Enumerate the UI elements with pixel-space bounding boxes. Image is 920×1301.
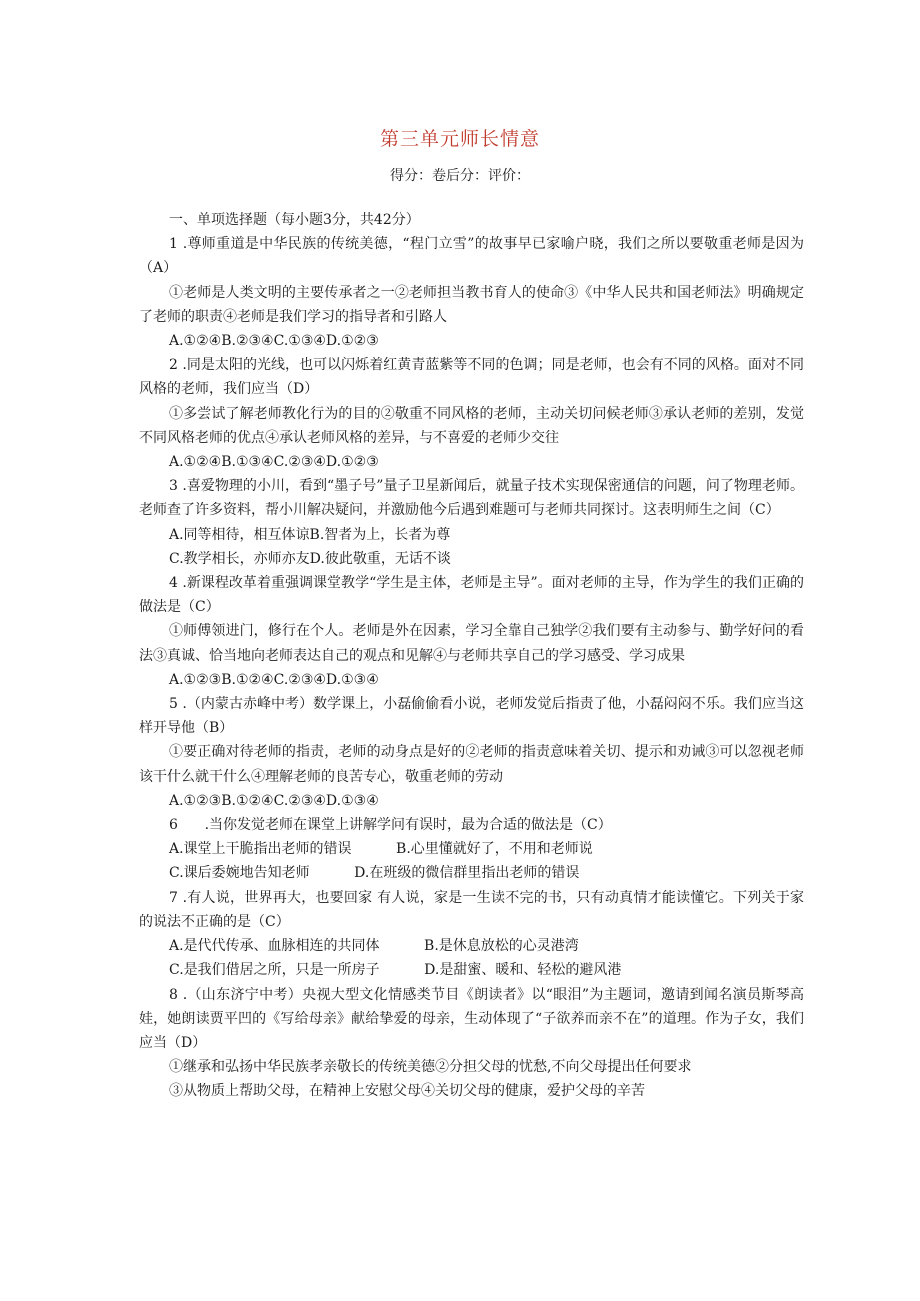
question-statements: ①老师是人类文明的主要传承者之一②老师担当教书育人的使命③《中华人民共和国老师法》明确规定了老师的职责④老师是我们学习的指导者和引路人 xyxy=(139,284,804,325)
question-6 xyxy=(139,813,804,886)
question-options: A.①②④B.②③④C.①③④D.①②③ xyxy=(169,333,379,350)
question-statements: ①要正确对待老师的指责，老师的动身点是好的②老师的指责意味着关切、提示和劝诫③可以忽视老师该干什么就干什么④理解老师的良苦专心，敬重老师的劳动 xyxy=(139,744,804,785)
question-options: A.是代代传承、血脉相连的共同体 B.是休息放松的心灵港湾 xyxy=(169,938,579,955)
question-statements: ①多尝试了解老师教化行为的目的②敬重不同风格的老师，主动关切问候老师③承认老师的差别，发觉不同风格老师的优点④承认老师风格的差异，与不喜爱的老师少交往 xyxy=(139,405,804,446)
question-options: A.①②③B.①②④C.②③④D.①③④ xyxy=(169,792,379,809)
section-heading: 一、单项选择题（每小题3分，共42分） xyxy=(169,212,420,228)
question-4 xyxy=(139,571,804,692)
question-options: C.教学相长，亦师亦友D.彼此敬重，无话不谈 xyxy=(169,550,451,567)
question-2 xyxy=(139,353,804,474)
question-7 xyxy=(139,886,804,983)
question-statements-continued: ③从物质上帮助父母，在精神上安慰父母④关切父母的健康，爱护父母的辛苦 xyxy=(169,1083,645,1100)
score-line: 得分：卷后分：评价： xyxy=(390,168,530,184)
question-content xyxy=(139,208,804,1104)
question-5 xyxy=(139,692,804,813)
question-stem: 8 .（山东济宁中考）央视大型文化情感类节目《朗读者》以“眼泪”为主题词，邀请到闻名演员斯琴高娃，她朗读贾平凹的《写给母亲》献给挚爱的母亲，生动体现了“子欲养而亲不在”的道理。作为子女，我们应当（D） xyxy=(139,986,804,1051)
question-options: C.是我们借居之所，只是一所房子 D.是甜蜜、暖和、轻松的避风港 xyxy=(169,962,622,979)
question-8 xyxy=(139,983,804,1104)
question-stem: 3 .喜爱物理的小川，看到“墨子号”量子卫星新闻后，就量子技术实现保密通信的问题，问了物理老师。老师查了许多资料，帮小川解决疑问，并激励他今后遇到难题可与老师共同探讨。这表明师生之间（C） xyxy=(139,478,804,519)
question-stem: 6 .当你发觉老师在课堂上讲解学问有误时，最为合适的做法是（C） xyxy=(169,817,612,834)
question-options: A.①②④B.①③④C.②③④D.①②③ xyxy=(169,454,379,471)
page-title: 第三单元师长情意 xyxy=(379,128,540,150)
question-1 xyxy=(139,232,804,353)
question-stem: 5 .（内蒙古赤峰中考）数学课上，小磊偷偷看小说，老师发觉后指责了他，小磊闷闷不乐。我们应当这样开导他（B） xyxy=(139,696,804,737)
question-options: A.课堂上干脆指出老师的错误 B.心里懂就好了，不用和老师说 xyxy=(169,841,593,858)
question-options: A.①②③B.①②④C.②③④D.①③④ xyxy=(169,671,379,688)
question-statements: ①师傅领进门，修行在个人。老师是外在因素，学习全靠自己独学②我们要有主动参与、勤学好问的看法③真诚、恰当地向老师表达自己的观点和见解④与老师共享自己的学习感受、学习成果 xyxy=(139,623,804,664)
question-3 xyxy=(139,474,804,571)
question-stem: 1 .尊师重道是中华民族的传统美德，“程门立雪”的故事早已家喻户晓，我们之所以要敬重老师是因为（A） xyxy=(139,236,804,277)
question-stem: 4 .新课程改革着重强调课堂教学“学生是主体，老师是主导”。面对老师的主导，作为学生的我们正确的做法是（C） xyxy=(139,575,804,616)
question-options: C.课后委婉地告知老师 D.在班级的微信群里指出老师的错误 xyxy=(169,865,580,882)
question-statements: ①继承和弘扬中华民族孝亲敬长的传统美德②分担父母的忧愁,不向父母提出任何要求 xyxy=(169,1059,692,1076)
question-options: A.同等相待，相互体谅B.智者为上，长者为尊 xyxy=(169,526,451,543)
question-stem: 7 .有人说，世界再大，也要回家 有人说，家是一生读不完的书，只有动真情才能读懂它。下列关于家的说法不正确的是（C） xyxy=(139,889,804,930)
question-stem: 2 .同是太阳的光线，也可以闪烁着红黄青蓝紫等不同的色调；同是老师，也会有不同的风格。面对不同风格的老师，我们应当（D） xyxy=(139,357,804,398)
